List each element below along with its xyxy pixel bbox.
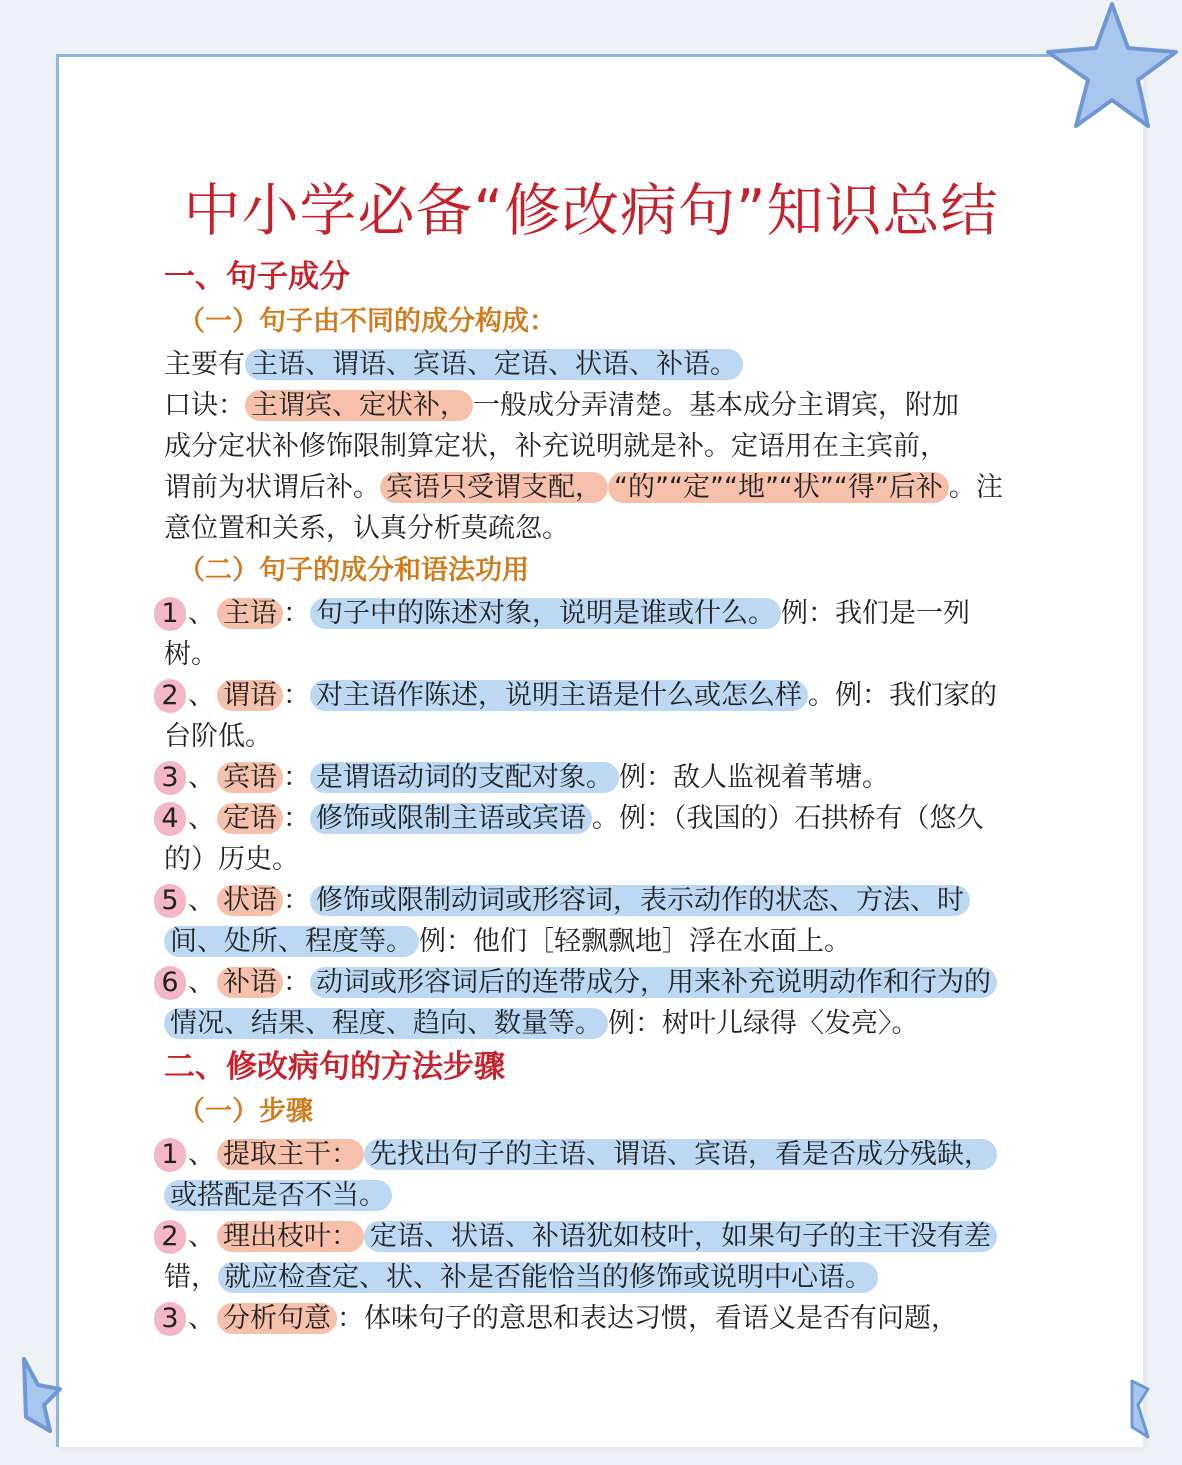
text-run: 。注 — [948, 472, 1003, 503]
item-label: 定语 — [217, 803, 283, 834]
list-item: 2 、 理出枝叶： 定语、状语、补语犹如枝叶，如果句子的主干没有差 — [164, 1216, 1044, 1257]
item-label: 宾语 — [217, 762, 283, 793]
list-item-continuation — [164, 1175, 1044, 1216]
highlight-text: “的”“定”“地”“状”“得”后补 — [608, 472, 949, 503]
star-decoration-icon — [1040, 0, 1182, 140]
star-decoration-icon — [1128, 1375, 1158, 1445]
item-definition: 句子中的陈述对象，说明是谁或什么。 — [310, 598, 781, 629]
item-number: 2 — [154, 1220, 186, 1254]
list-item: 4 、 定语 ： 修饰或限制主语或宾语 。例：（我国的）石拱桥有（悠久 — [164, 798, 1044, 839]
list-item-continuation — [164, 1003, 1044, 1044]
item-definition: 定语、状语、补语犹如枝叶，如果句子的主干没有差 — [364, 1221, 997, 1252]
list-item: 1 、 主语 ： 句子中的陈述对象，说明是谁或什么。 例：我们是一列 — [164, 593, 1044, 634]
text-run: 谓前为状谓后补。 — [164, 472, 380, 503]
item-definition: 修饰或限制主语或宾语 — [310, 803, 592, 834]
text-run: 口诀： — [164, 390, 245, 421]
highlight-text: 宾语只受谓支配， — [380, 472, 608, 503]
item-label: 理出枝叶： — [217, 1221, 364, 1252]
item-number: 5 — [154, 884, 186, 918]
item-number: 3 — [154, 1302, 186, 1336]
text-run: 一般成分弄清楚。基本成分主谓宾，附加 — [473, 390, 959, 421]
list-item: 3 、 宾语 ： 是谓语动词的支配对象。 例：敌人监视着苇塘。 — [164, 757, 1044, 798]
highlight-text: 主谓宾、定状补， — [245, 390, 473, 421]
text-run: 主要有 — [164, 349, 245, 380]
list-item-continuation — [164, 1257, 1044, 1298]
list-item: 1 、 提取主干： 先找出句子的主语、谓语、宾语，看是否成分残缺， — [164, 1134, 1044, 1175]
paragraph-line — [164, 467, 1044, 508]
item-number: 6 — [154, 966, 186, 1000]
item-example: 例：他们［轻飘飘地］浮在水面上。 — [419, 926, 851, 957]
paragraph-line: 意位置和关系，认真分析莫疏忽。 — [164, 513, 569, 544]
item-label: 状语 — [217, 885, 283, 916]
item-number: 1 — [154, 597, 186, 631]
list-item: 2 、 谓语 ： 对主语作陈述，说明主语是什么或怎么样 。例：我们家的 — [164, 675, 1044, 716]
item-number: 1 — [154, 1138, 186, 1172]
list-item-continuation: 树。 — [164, 639, 218, 670]
item-label: 提取主干： — [217, 1139, 364, 1170]
item-definition: ：体味句子的意思和表达习惯，看语义是否有问题， — [337, 1303, 958, 1334]
text-run: 错， — [164, 1262, 218, 1293]
document-body — [161, 254, 1044, 1339]
item-example: 例：敌人监视着苇塘。 — [619, 762, 889, 793]
item-label: 补语 — [217, 967, 283, 998]
section-heading: 二、修改病句的方法步骤 — [164, 1049, 505, 1085]
item-example: 。例：（我国的）石拱桥有（悠久 — [592, 803, 984, 834]
subsection-heading: （一）句子由不同的成分构成： — [178, 306, 556, 337]
subsection-heading: （二）句子的成分和语法功用 — [178, 555, 529, 586]
item-definition: 先找出句子的主语、谓语、宾语，看是否成分残缺， — [364, 1139, 997, 1170]
item-definition-continued: 或搭配是否不当。 — [164, 1180, 392, 1211]
item-example: 例：我们是一列 — [781, 598, 970, 629]
item-number: 3 — [154, 761, 186, 795]
highlight-text: 主语、谓语、宾语、定语、状语、补语。 — [245, 349, 743, 380]
paragraph-line — [164, 344, 1044, 385]
section-heading: 一、句子成分 — [164, 259, 350, 295]
item-example: 。例：我们家的 — [808, 680, 997, 711]
list-item: 3 、 分析句意 ：体味句子的意思和表达习惯，看语义是否有问题， — [164, 1298, 1044, 1339]
item-definition-continued: 就应检查定、状、补是否能恰当的修饰或说明中心语。 — [218, 1262, 878, 1293]
paragraph-line: 成分定状补修饰限制算定状，补充说明就是补。定语用在主宾前， — [164, 431, 947, 462]
item-definition: 动词或形容词后的连带成分，用来补充说明动作和行为的 — [310, 967, 997, 998]
item-definition-continued: 情况、结果、程度、趋向、数量等。 — [164, 1008, 608, 1039]
list-item-continuation — [164, 921, 1044, 962]
item-label: 主语 — [217, 598, 283, 629]
list-item: 5 、 状语 ： 修饰或限制动词或形容词，表示动作的状态、方法、时 — [164, 880, 1044, 921]
item-label: 分析句意 — [217, 1303, 337, 1334]
page-title: 中小学必备“修改病句”知识总结 — [183, 178, 999, 244]
item-label: 谓语 — [217, 680, 283, 711]
list-item-continuation: 的）历史。 — [164, 844, 299, 875]
list-item-continuation: 台阶低。 — [164, 721, 272, 752]
item-definition: 修饰或限制动词或形容词，表示动作的状态、方法、时 — [310, 885, 970, 916]
item-number: 2 — [154, 679, 186, 713]
star-decoration-icon — [14, 1355, 64, 1435]
subsection-heading: （一）步骤 — [178, 1096, 313, 1127]
item-definition: 是谓语动词的支配对象。 — [310, 762, 619, 793]
item-definition: 对主语作陈述，说明主语是什么或怎么样 — [310, 680, 808, 711]
item-definition-continued: 间、处所、程度等。 — [164, 926, 419, 957]
list-item: 6 、 补语 ： 动词或形容词后的连带成分，用来补充说明动作和行为的 — [164, 962, 1044, 1003]
item-number: 4 — [154, 802, 186, 836]
paragraph-line — [164, 385, 1044, 426]
item-example: 例：树叶儿绿得〈发亮〉。 — [608, 1008, 919, 1039]
